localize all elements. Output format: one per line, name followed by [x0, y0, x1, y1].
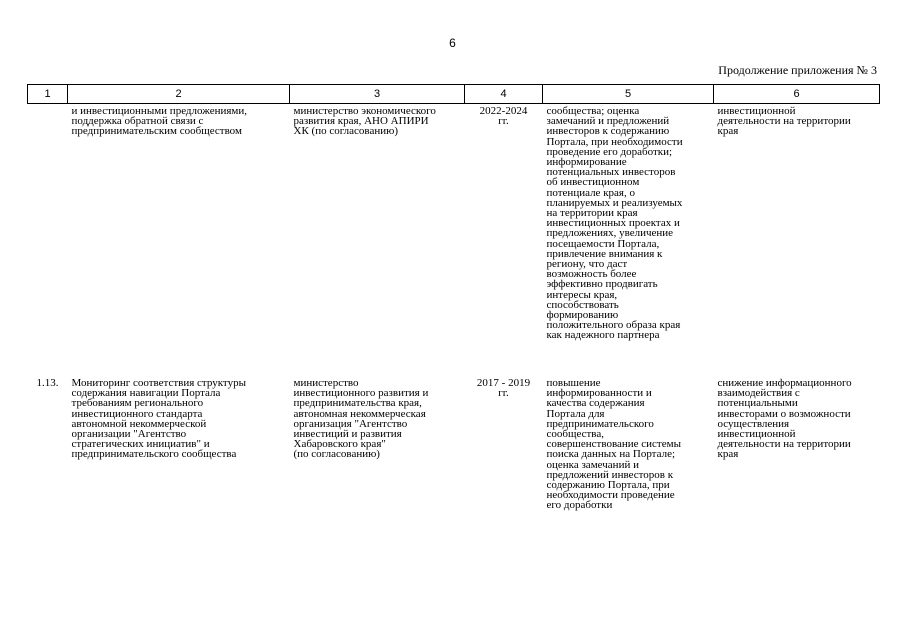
table-row [28, 104, 880, 359]
measure-cell: и инвестиционными предложениями, поддержка обратной связи с предпринимательским сообществом [71, 105, 248, 138]
column-header-5: 5 [543, 85, 714, 104]
page-number: 6 [449, 36, 456, 50]
effect-cell: снижение информационного взаимодействия с потенциальными инвесторами о возможности осуществления инвестиционной деятельности на территории края [717, 377, 852, 461]
period-unit: гг. [498, 387, 509, 400]
effect-cell: инвестиционной деятельности на территории края [717, 105, 851, 138]
period-years: 2022-2024 [479, 105, 528, 117]
table-header-row [28, 85, 880, 104]
executor-cell: министерство экономического развития края, АНО АПИРИ ХК (по согласованию) [293, 105, 436, 138]
period-unit: гг. [498, 115, 509, 128]
period-cell [465, 104, 543, 359]
column-header-1: 1 [28, 85, 68, 104]
measure-cell: Мониторинг соответствия структуры содержания навигации Портала требованиям регионального инвестиционного стандарта автономной некоммерческой организации "Агентство стратегических инициатив" и предпринимательского сообщества [71, 377, 246, 461]
period-years: 2017 - 2019 [476, 377, 531, 389]
appendix-table [27, 84, 880, 511]
result-cell: повышение информированности и качества содержания Портала для предпринимательского сообщества, совершенствование системы поиска данных на Портале; оценка замечаний и предложений инвесторов к содержанию Портала, при необходимости проведение его доработки [546, 377, 681, 511]
period-cell [465, 358, 543, 511]
column-header-6: 6 [714, 85, 880, 104]
continuation-label: Продолжение приложения № 3 [718, 63, 877, 77]
column-header-3: 3 [290, 85, 465, 104]
result-cell: сообщества; оценка замечаний и предложений инвесторов к содержанию Портала, при необходимости проведение его доработки; информирование потенциальных инвесторов об инвестиционном потенциале края, о планируемых и реализуемых на территории края инвестиционных проектах и предложениях, увеличение посещаемости Портала, привлечение внимания к региону, что даст возможность более эффективно продвигать интересы края, способствовать формированию положительного образа края как надежного партнера [546, 105, 683, 342]
row-number: 1.13. [36, 377, 59, 389]
executor-cell: министерство инвестиционного развития и предпринимательства края, автономная некоммерческая организация "Агентство инвестиций и развития Хабаровского края" (по согласованию) [293, 377, 429, 461]
column-header-4: 4 [465, 85, 543, 104]
column-header-2: 2 [68, 85, 290, 104]
table-row [28, 358, 880, 511]
row-number [28, 104, 68, 359]
